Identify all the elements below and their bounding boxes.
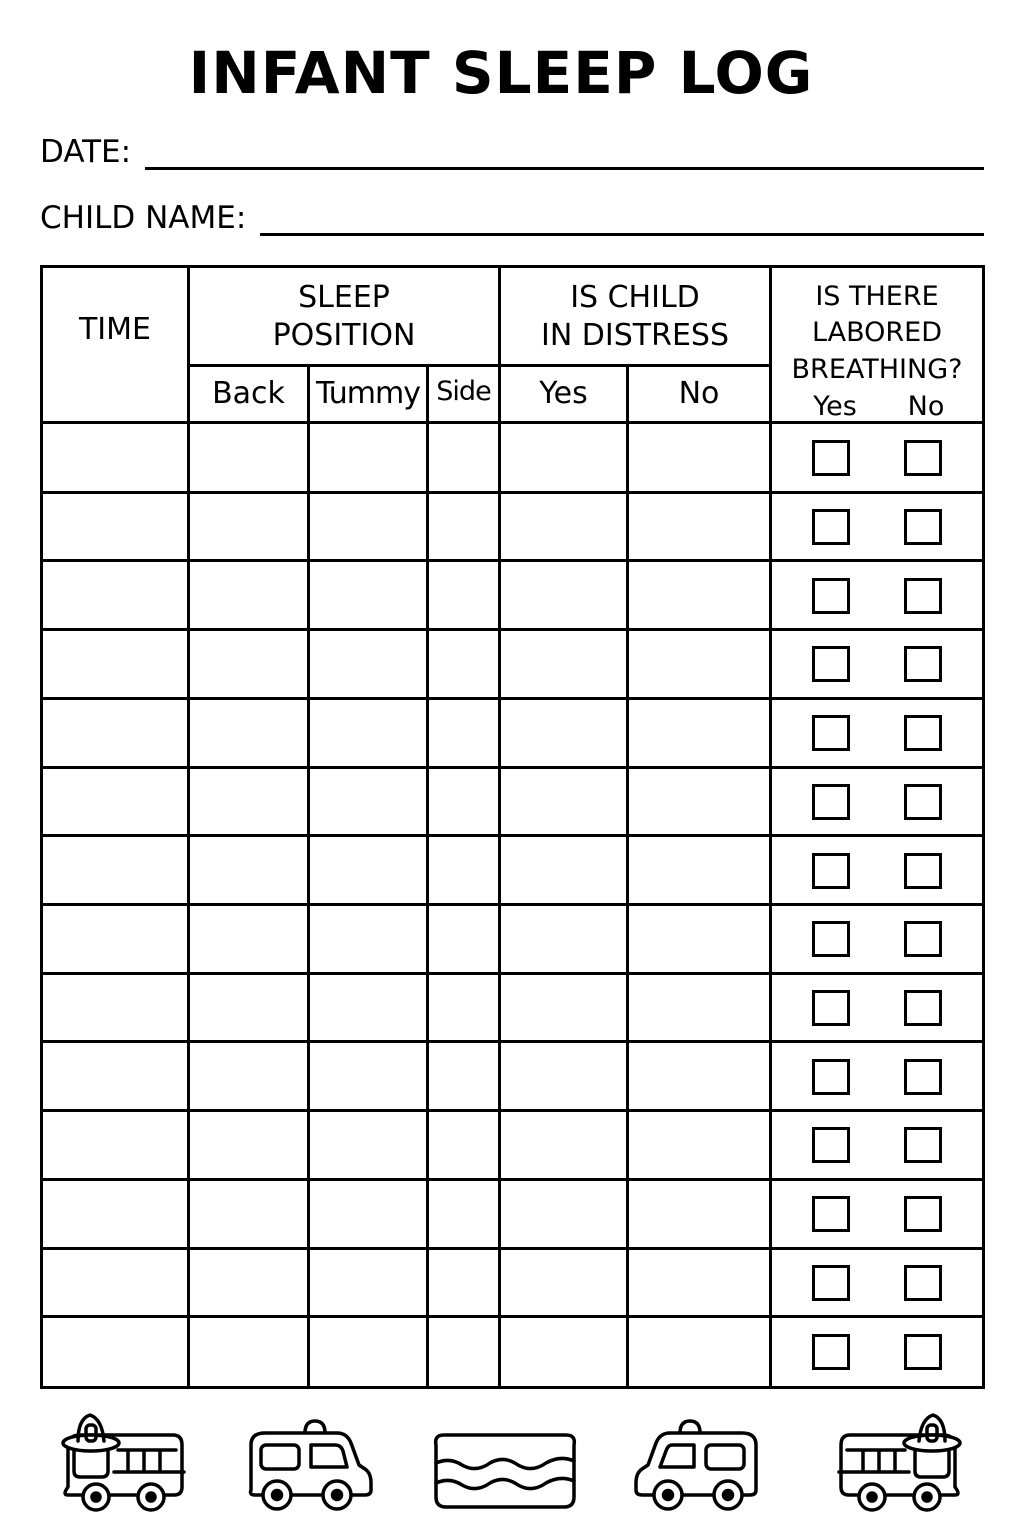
header-distress-yes: Yes	[539, 376, 588, 411]
breathing-no-checkbox[interactable]	[904, 921, 942, 957]
cell-distress-no[interactable]	[629, 493, 769, 562]
header-breathing-line2: LABORED	[811, 317, 943, 348]
ambulance-icon	[245, 1405, 375, 1515]
cell-distress-yes[interactable]	[501, 905, 626, 974]
breathing-no-checkbox[interactable]	[904, 715, 942, 751]
cell-distress-yes[interactable]	[501, 424, 626, 493]
breathing-no-checkbox[interactable]	[904, 1127, 942, 1163]
breathing-no-checkbox[interactable]	[904, 646, 942, 682]
cell-distress-no[interactable]	[629, 1317, 769, 1386]
table-row	[43, 1111, 982, 1180]
breathing-yes-checkbox[interactable]	[812, 578, 850, 614]
cell-tummy[interactable]	[310, 768, 426, 837]
breathing-yes-checkbox[interactable]	[812, 440, 850, 476]
cell-distress-no[interactable]	[629, 836, 769, 905]
cell-side[interactable]	[429, 768, 498, 837]
cell-distress-yes[interactable]	[501, 493, 626, 562]
date-input-line[interactable]	[145, 140, 984, 170]
breathing-yes-checkbox[interactable]	[812, 921, 850, 957]
cell-distress-no[interactable]	[629, 1042, 769, 1111]
cell-tummy[interactable]	[310, 905, 426, 974]
cell-side[interactable]	[429, 1317, 498, 1386]
cell-time[interactable]	[43, 424, 187, 493]
breathing-yes-checkbox[interactable]	[812, 1334, 850, 1370]
breathing-no-checkbox[interactable]	[904, 990, 942, 1026]
cell-tummy[interactable]	[310, 1317, 426, 1386]
breathing-yes-checkbox[interactable]	[812, 509, 850, 545]
cell-back[interactable]	[190, 1317, 307, 1386]
cell-tummy[interactable]	[310, 424, 426, 493]
cell-back[interactable]	[190, 699, 307, 768]
cell-time[interactable]	[43, 974, 187, 1043]
cell-side[interactable]	[429, 699, 498, 768]
ambulance-icon	[632, 1405, 762, 1515]
child-name-label: CHILD NAME:	[40, 200, 247, 236]
table-body	[43, 424, 982, 1386]
cell-side[interactable]	[429, 630, 498, 699]
cell-side[interactable]	[429, 1249, 498, 1318]
cell-back[interactable]	[190, 493, 307, 562]
cell-distress-yes[interactable]	[501, 974, 626, 1043]
breathing-yes-checkbox[interactable]	[812, 990, 850, 1026]
breathing-no-checkbox[interactable]	[904, 853, 942, 889]
header-tummy: Tummy	[316, 376, 420, 411]
cell-tummy[interactable]	[310, 974, 426, 1043]
cell-tummy[interactable]	[310, 630, 426, 699]
cell-side[interactable]	[429, 836, 498, 905]
header-back: Back	[212, 376, 285, 411]
cell-distress-no[interactable]	[629, 699, 769, 768]
cell-tummy[interactable]	[310, 699, 426, 768]
breathing-yes-checkbox[interactable]	[812, 646, 850, 682]
cell-distress-no[interactable]	[629, 905, 769, 974]
cell-back[interactable]	[190, 424, 307, 493]
cell-tummy[interactable]	[310, 1180, 426, 1249]
cell-distress-no[interactable]	[629, 974, 769, 1043]
cell-distress-no[interactable]	[629, 630, 769, 699]
sleep-log-table	[40, 265, 985, 1389]
cell-distress-no[interactable]	[629, 1180, 769, 1249]
cell-time[interactable]	[43, 768, 187, 837]
cell-distress-no[interactable]	[629, 1111, 769, 1180]
page-title: INFANT SLEEP LOG	[188, 39, 814, 107]
table-row	[43, 1249, 982, 1318]
cell-back[interactable]	[190, 1249, 307, 1318]
breathing-yes-checkbox[interactable]	[812, 784, 850, 820]
cell-distress-no[interactable]	[629, 424, 769, 493]
cell-back[interactable]	[190, 1042, 307, 1111]
header-time: TIME	[78, 312, 151, 347]
cell-tummy[interactable]	[310, 493, 426, 562]
cell-side[interactable]	[429, 974, 498, 1043]
cell-time[interactable]	[43, 1249, 187, 1318]
cell-back[interactable]	[190, 836, 307, 905]
table-row	[43, 1042, 982, 1111]
breathing-no-checkbox[interactable]	[904, 784, 942, 820]
header-breathing-yes: Yes	[813, 391, 857, 422]
breathing-no-checkbox[interactable]	[904, 1265, 942, 1301]
table-row	[43, 974, 982, 1043]
breathing-yes-checkbox[interactable]	[812, 1127, 850, 1163]
cell-time[interactable]	[43, 630, 187, 699]
header-distress-line2: IN DISTRESS	[540, 318, 730, 353]
cell-back[interactable]	[190, 974, 307, 1043]
header-sleep-position-line2: POSITION	[272, 318, 416, 353]
cell-time[interactable]	[43, 699, 187, 768]
cell-side[interactable]	[429, 424, 498, 493]
cell-time[interactable]	[43, 905, 187, 974]
breathing-yes-checkbox[interactable]	[812, 1196, 850, 1232]
breathing-no-checkbox[interactable]	[904, 1059, 942, 1095]
header-side: Side	[436, 376, 491, 407]
cell-time[interactable]	[43, 1042, 187, 1111]
cell-back[interactable]	[190, 630, 307, 699]
table-row	[43, 905, 982, 974]
cell-distress-no[interactable]	[629, 1249, 769, 1318]
cell-side[interactable]	[429, 1042, 498, 1111]
breathing-no-checkbox[interactable]	[904, 509, 942, 545]
breathing-no-checkbox[interactable]	[904, 1196, 942, 1232]
table-row	[43, 768, 982, 837]
header-sub-divider	[187, 364, 772, 367]
cell-tummy[interactable]	[310, 1111, 426, 1180]
breathing-no-checkbox[interactable]	[904, 578, 942, 614]
cell-distress-yes[interactable]	[501, 1180, 626, 1249]
cell-back[interactable]	[190, 768, 307, 837]
table-row	[43, 699, 982, 768]
cell-time[interactable]	[43, 836, 187, 905]
bed-icon	[430, 1405, 580, 1515]
table-row	[43, 493, 982, 562]
cell-back[interactable]	[190, 905, 307, 974]
header-breathing-no: No	[907, 391, 945, 422]
cell-time[interactable]	[43, 1317, 187, 1386]
cell-side[interactable]	[429, 493, 498, 562]
header-breathing-line1: IS THERE	[815, 281, 939, 312]
cell-distress-yes[interactable]	[501, 836, 626, 905]
child-name-input-line[interactable]	[260, 206, 984, 236]
cell-time[interactable]	[43, 493, 187, 562]
cell-distress-yes[interactable]	[501, 1111, 626, 1180]
cell-tummy[interactable]	[310, 1249, 426, 1318]
table-row	[43, 1180, 982, 1249]
table-row	[43, 424, 982, 493]
cell-time[interactable]	[43, 561, 187, 630]
cell-side[interactable]	[429, 905, 498, 974]
table-row	[43, 630, 982, 699]
date-field-row	[40, 134, 984, 170]
cell-back[interactable]	[190, 561, 307, 630]
fire-truck-icon	[835, 1405, 965, 1515]
cell-distress-yes[interactable]	[501, 699, 626, 768]
cell-distress-yes[interactable]	[501, 768, 626, 837]
breathing-no-checkbox[interactable]	[904, 1334, 942, 1370]
cell-time[interactable]	[43, 1180, 187, 1249]
header-distress-line1: IS CHILD	[570, 280, 700, 315]
table-row	[43, 1317, 982, 1386]
cell-back[interactable]	[190, 1180, 307, 1249]
cell-distress-yes[interactable]	[501, 1317, 626, 1386]
cell-side[interactable]	[429, 1111, 498, 1180]
breathing-yes-checkbox[interactable]	[812, 1265, 850, 1301]
cell-tummy[interactable]	[310, 836, 426, 905]
header-sleep-position-line1: SLEEP	[298, 280, 390, 315]
table-row	[43, 836, 982, 905]
cell-distress-no[interactable]	[629, 768, 769, 837]
cell-tummy[interactable]	[310, 1042, 426, 1111]
cell-back[interactable]	[190, 1111, 307, 1180]
breathing-yes-checkbox[interactable]	[812, 1059, 850, 1095]
cell-side[interactable]	[429, 561, 498, 630]
cell-distress-yes[interactable]	[501, 561, 626, 630]
cell-side[interactable]	[429, 1180, 498, 1249]
cell-time[interactable]	[43, 1111, 187, 1180]
cell-distress-yes[interactable]	[501, 630, 626, 699]
header-distress-no: No	[678, 376, 720, 411]
fire-truck-icon	[58, 1405, 188, 1515]
cell-distress-no[interactable]	[629, 561, 769, 630]
header-breathing-line3: BREATHING?	[791, 354, 963, 385]
breathing-yes-checkbox[interactable]	[812, 853, 850, 889]
child-name-field-row	[40, 200, 984, 236]
cell-distress-yes[interactable]	[501, 1042, 626, 1111]
date-label: DATE:	[40, 134, 132, 170]
cell-distress-yes[interactable]	[501, 1249, 626, 1318]
breathing-no-checkbox[interactable]	[904, 440, 942, 476]
cell-tummy[interactable]	[310, 561, 426, 630]
table-row	[43, 561, 982, 630]
breathing-yes-checkbox[interactable]	[812, 715, 850, 751]
